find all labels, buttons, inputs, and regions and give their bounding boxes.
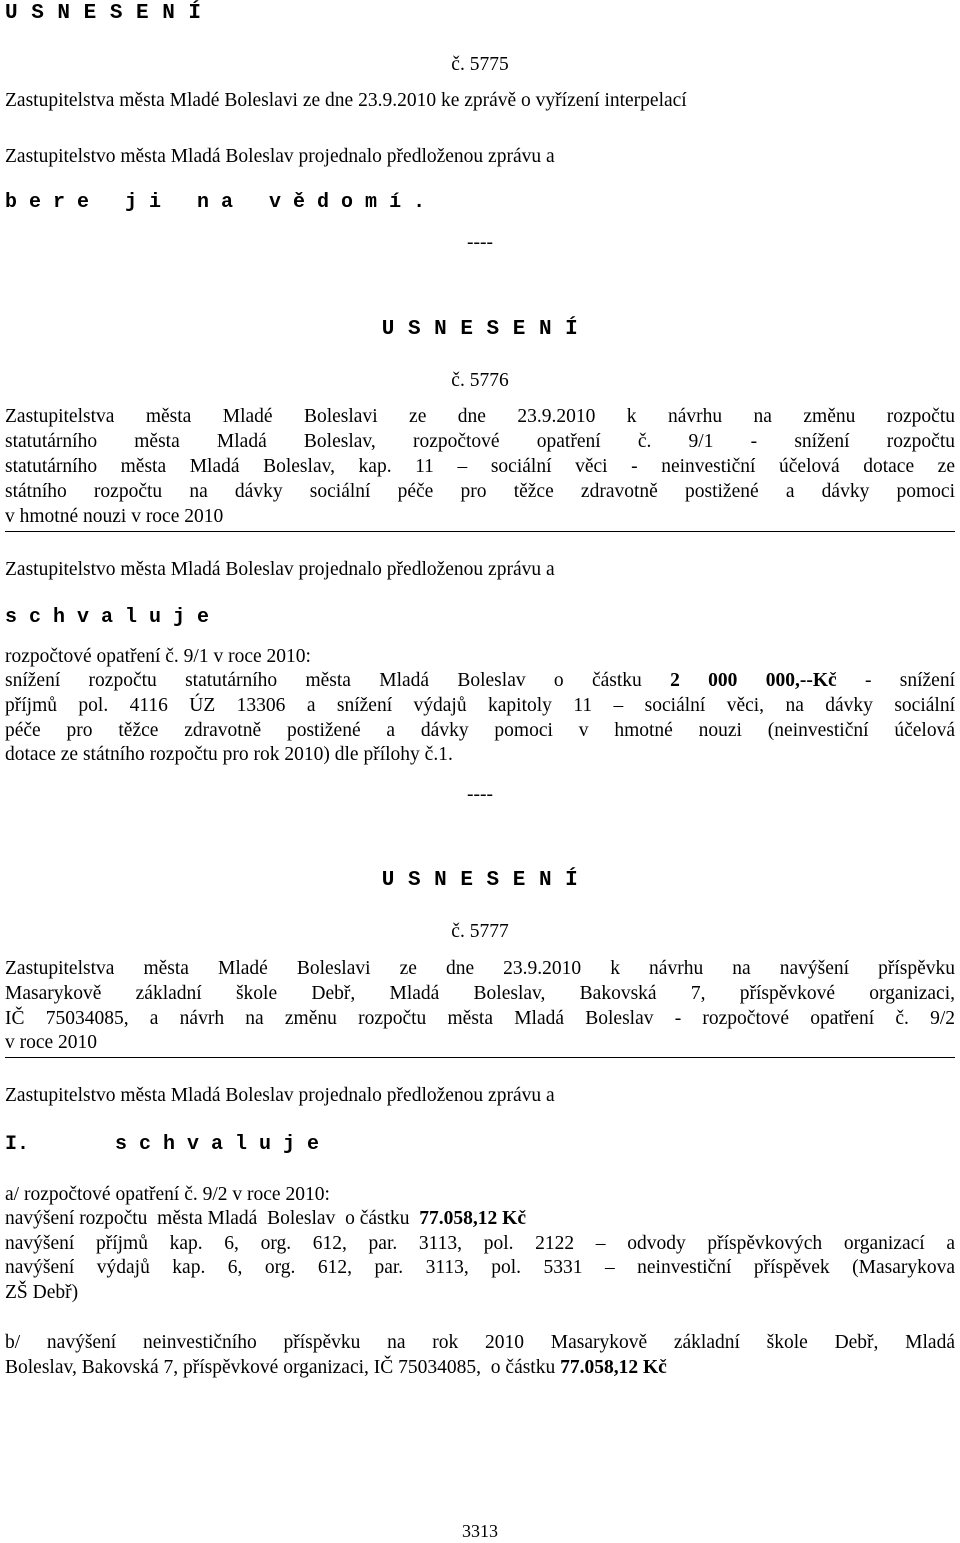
page-number: 3313 — [462, 1521, 498, 1541]
body-line — [5, 1207, 955, 1231]
discussed-statement: Zastupitelstvo města Mladá Boleslav projednalo předloženou zprávu a — [5, 146, 555, 167]
resolution-subject-line: v roce 2010 — [5, 1032, 98, 1053]
resolution-subject-line: Zastupitelstva města Mladé Boleslavi ze dne 23.9.2010 k návrhu na navýšení příspěvku — [5, 958, 955, 979]
body-text: - snížení — [864, 670, 956, 691]
body-text: snížení rozpočtu statutárního města Mladá Boleslav o částku — [5, 670, 642, 691]
decision-takes-note: b e r e j i n a v ě d o m í . — [5, 191, 426, 214]
decision-number: I. — [5, 1133, 30, 1156]
body-line — [5, 669, 955, 693]
discussed-statement: Zastupitelstvo města Mladá Boleslav projednalo předloženou zprávu a — [5, 559, 555, 580]
resolution-subject-line: Zastupitelstva města Mladé Boleslavi ze dne 23.9.2010 k návrhu na změnu rozpočtu — [5, 406, 955, 427]
amount: 2 000 000,--Kč — [670, 670, 837, 691]
decision-text: s c h v a l u j e — [115, 1133, 320, 1156]
resolution-subject-line: Masarykově základní škole Debř, Mladá Boleslav, Bakovská 7, příspěvkové organizaci, — [5, 983, 955, 1004]
body-line — [5, 1356, 955, 1380]
body-line: příjmů pol. 4116 ÚZ 13306 a snížení výdajů kapitoly 11 – sociální věci, na dávky sociální — [5, 695, 955, 716]
resolution-subject-line: státního rozpočtu na dávky sociální péče pro těžce zdravotně postižené a dávky pomoci — [5, 481, 955, 502]
resolution-subject-line: statutárního města Mladá Boleslav, rozpočtové opatření č. 9/1 - snížení rozpočtu — [5, 431, 955, 452]
body-line: dotace ze státního rozpočtu pro rok 2010) dle přílohy č.1. — [5, 744, 453, 765]
amount: 77.058,12 Kč — [560, 1357, 667, 1378]
underline-rule — [5, 1057, 955, 1058]
body-text: Boleslav, Bakovská 7, příspěvkové organizaci, IČ 75034085, o částku — [5, 1357, 561, 1378]
body-line: navýšení výdajů kap. 6, org. 612, par. 3113, pol. 5331 – neinvestiční příspěvek (Masarykova — [5, 1257, 955, 1278]
budget-measure-label: rozpočtové opatření č. 9/1 v roce 2010: — [5, 646, 311, 667]
underline-rule — [5, 531, 955, 532]
resolution-subject: Zastupitelstva města Mladé Boleslavi ze dne 23.9.2010 ke zprávě o vyřízení interpelací — [5, 90, 687, 111]
resolution-number: č. 5777 — [451, 921, 509, 942]
separator: ---- — [467, 232, 493, 253]
body-line: péče pro těžce zdravotně postižené a dávky pomoci v hmotné nouzi (neinvestiční účelová — [5, 720, 955, 741]
body-line: b/ navýšení neinvestičního příspěvku na rok 2010 Masarykově základní škole Debř, Mladá — [5, 1332, 955, 1353]
body-line: navýšení příjmů kap. 6, org. 612, par. 3113, pol. 2122 – odvody příspěvkových organizací a — [5, 1233, 955, 1254]
resolution-number: č. 5775 — [451, 54, 509, 75]
budget-measure-label: a/ rozpočtové opatření č. 9/2 v roce 2010: — [5, 1184, 330, 1205]
resolution-heading: U S N E S E N Í — [381, 869, 579, 892]
resolution-heading: U S N E S E N Í — [5, 2, 202, 25]
discussed-statement: Zastupitelstvo města Mladá Boleslav projednalo předloženou zprávu a — [5, 1085, 555, 1106]
decision-approves — [5, 1133, 955, 1157]
separator: ---- — [467, 784, 493, 805]
resolution-heading: U S N E S E N Í — [381, 318, 579, 341]
decision-approves: s c h v a l u j e — [5, 606, 210, 629]
body-text: navýšení rozpočtu města Mladá Boleslav o částku — [5, 1208, 420, 1229]
resolution-subject-line: IČ 75034085, a návrh na změnu rozpočtu města Mladá Boleslav - rozpočtové opatření č. 9/2 — [5, 1008, 955, 1029]
resolution-subject-line: statutárního města Mladá Boleslav, kap. 11 – sociální věci - neinvestiční účelová dotace ze — [5, 456, 955, 477]
resolution-number: č. 5776 — [451, 370, 509, 391]
amount: 77.058,12 Kč — [419, 1208, 526, 1229]
body-line: ZŠ Debř) — [5, 1282, 79, 1303]
resolution-subject-line: v hmotné nouzi v roce 2010 — [5, 506, 224, 527]
